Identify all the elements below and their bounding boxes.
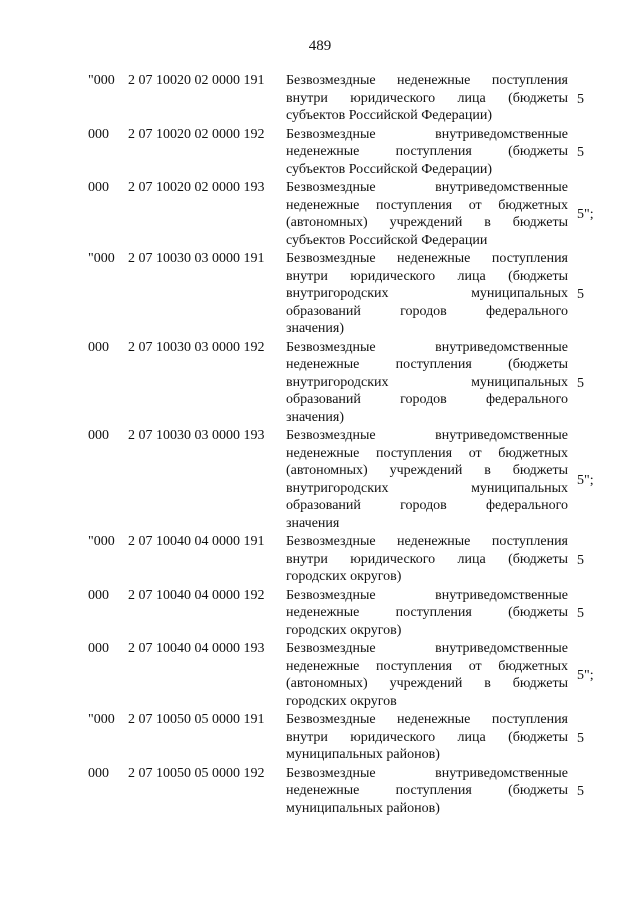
description-line: субъектов Российской Федерации) bbox=[286, 108, 493, 123]
admin-code: 000 bbox=[88, 339, 109, 355]
description-line: неденежные поступления от бюджетных bbox=[286, 197, 568, 213]
admin-code: "000 bbox=[88, 73, 115, 88]
income-description bbox=[286, 339, 568, 427]
admin-code: 000 bbox=[88, 428, 109, 443]
description-line: городских округов) bbox=[286, 569, 402, 584]
page-number: 489 bbox=[308, 38, 332, 54]
admin-code: "000 bbox=[88, 251, 115, 266]
admin-code: "000 bbox=[88, 712, 115, 727]
budget-classification-code: 2 07 10030 03 0000 193 bbox=[128, 428, 265, 443]
description-line: внутригородских муниципальных bbox=[286, 480, 568, 496]
standard-percent: 5"; bbox=[577, 472, 594, 488]
table-row bbox=[0, 640, 640, 710]
description-line: неденежные поступления (бюджеты bbox=[286, 605, 568, 620]
table-row bbox=[0, 765, 640, 818]
budget-classification-code: 2 07 10020 02 0000 191 bbox=[128, 73, 265, 88]
description-line: Безвозмездные внутриведомственные bbox=[286, 587, 568, 603]
income-description bbox=[286, 533, 568, 586]
description-line: Безвозмездные внутриведомственные bbox=[286, 428, 568, 443]
standard-percent: 5 bbox=[577, 606, 584, 621]
table-row bbox=[0, 126, 640, 179]
standard-percent: 5"; bbox=[577, 207, 594, 223]
table-row bbox=[0, 339, 640, 427]
budget-classification-code: 2 07 10040 04 0000 191 bbox=[128, 534, 265, 549]
income-description bbox=[286, 250, 568, 338]
budget-classification-code: 2 07 10020 02 0000 193 bbox=[128, 180, 265, 195]
income-description bbox=[286, 640, 568, 710]
admin-code: 000 bbox=[88, 180, 109, 195]
budget-classification-code: 2 07 10030 03 0000 192 bbox=[128, 339, 265, 355]
budget-classification-code: 2 07 10050 05 0000 191 bbox=[128, 712, 265, 727]
standard-percent: 5 bbox=[577, 552, 584, 568]
description-line: Безвозмездные неденежные поступления bbox=[286, 534, 568, 549]
description-line: неденежные поступления (бюджеты bbox=[286, 357, 568, 372]
description-line: значения) bbox=[286, 321, 345, 336]
table-row bbox=[0, 72, 640, 125]
table-row bbox=[0, 427, 640, 532]
budget-classification-code: 2 07 10040 04 0000 193 bbox=[128, 641, 265, 656]
income-description bbox=[286, 126, 568, 179]
admin-code: 000 bbox=[88, 126, 109, 142]
admin-code: 000 bbox=[88, 641, 109, 656]
description-line: Безвозмездные внутриведомственные bbox=[286, 180, 568, 195]
budget-classification-code: 2 07 10040 04 0000 192 bbox=[128, 587, 265, 603]
description-line: Безвозмездные внутриведомственные bbox=[286, 339, 568, 355]
standard-percent: 5"; bbox=[577, 668, 594, 684]
description-line: образований городов федерального bbox=[286, 303, 568, 319]
description-line: образований городов федерального bbox=[286, 392, 568, 407]
description-line: городских округов bbox=[286, 693, 397, 709]
description-line: неденежные поступления от бюджетных bbox=[286, 445, 568, 461]
description-line: внутригородских муниципальных bbox=[286, 286, 568, 301]
income-description bbox=[286, 72, 568, 125]
standard-percent: 5 bbox=[577, 375, 584, 391]
table-row bbox=[0, 179, 640, 249]
description-line: внутри юридического лица (бюджеты bbox=[286, 551, 568, 567]
standard-percent: 5 bbox=[577, 287, 584, 302]
description-line: образований городов федерального bbox=[286, 498, 568, 513]
description-line: субъектов Российской Федерации bbox=[286, 232, 488, 248]
standard-percent: 5 bbox=[577, 145, 584, 160]
description-line: городских округов) bbox=[286, 622, 402, 638]
description-line: (автономных) учреждений в бюджеты bbox=[286, 215, 568, 230]
description-line: внутри юридического лица (бюджеты bbox=[286, 729, 568, 745]
description-line: Безвозмездные внутриведомственные bbox=[286, 126, 568, 142]
description-line: значения) bbox=[286, 409, 345, 425]
income-description bbox=[286, 427, 568, 532]
admin-code: "000 bbox=[88, 534, 115, 549]
income-description bbox=[286, 179, 568, 249]
description-line: муниципальных районов) bbox=[286, 747, 440, 762]
budget-classification-code: 2 07 10030 03 0000 191 bbox=[128, 251, 265, 266]
table-row bbox=[0, 587, 640, 640]
description-line: неденежные поступления (бюджеты bbox=[286, 783, 568, 798]
description-line: муниципальных районов) bbox=[286, 800, 440, 816]
description-line: Безвозмездные внутриведомственные bbox=[286, 641, 568, 656]
admin-code: 000 bbox=[88, 587, 109, 603]
standard-percent: 5 bbox=[577, 91, 584, 107]
description-line: неденежные поступления (бюджеты bbox=[286, 144, 568, 159]
income-description bbox=[286, 587, 568, 640]
description-line: Безвозмездные внутриведомственные bbox=[286, 765, 568, 781]
income-description bbox=[286, 765, 568, 818]
budget-classification-code: 2 07 10020 02 0000 192 bbox=[128, 126, 265, 142]
description-line: Безвозмездные неденежные поступления bbox=[286, 712, 568, 727]
standard-percent: 5 bbox=[577, 784, 584, 799]
description-line: Безвозмездные неденежные поступления bbox=[286, 73, 568, 88]
table-row bbox=[0, 250, 640, 338]
description-line: неденежные поступления от бюджетных bbox=[286, 658, 568, 674]
description-line: Безвозмездные неденежные поступления bbox=[286, 251, 568, 266]
description-line: значения bbox=[286, 515, 340, 531]
income-description bbox=[286, 711, 568, 764]
description-line: внутри юридического лица (бюджеты bbox=[286, 90, 568, 106]
admin-code: 000 bbox=[88, 765, 109, 781]
table-row bbox=[0, 533, 640, 586]
description-line: (автономных) учреждений в бюджеты bbox=[286, 463, 568, 478]
description-line: внутригородских муниципальных bbox=[286, 374, 568, 390]
standard-percent: 5 bbox=[577, 730, 584, 746]
description-line: внутри юридического лица (бюджеты bbox=[286, 268, 568, 284]
table-row bbox=[0, 711, 640, 764]
description-line: (автономных) учреждений в бюджеты bbox=[286, 676, 568, 691]
budget-classification-code: 2 07 10050 05 0000 192 bbox=[128, 765, 265, 781]
description-line: субъектов Российской Федерации) bbox=[286, 161, 493, 177]
